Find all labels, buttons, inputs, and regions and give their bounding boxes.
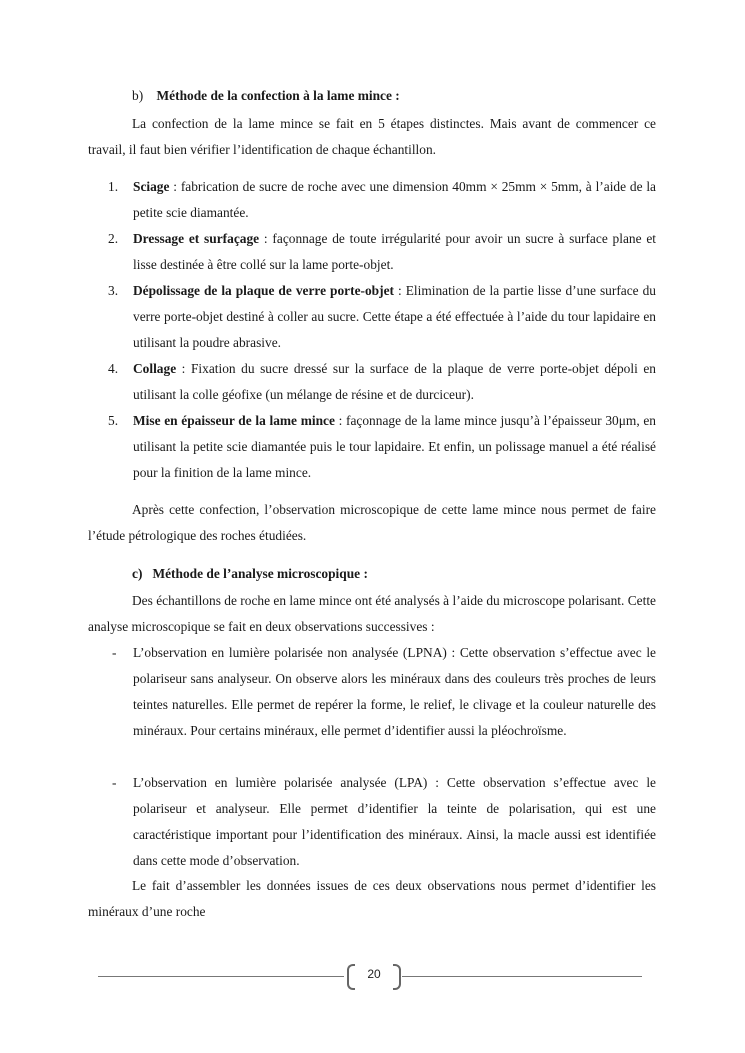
step-body [133, 408, 656, 486]
step-body [133, 356, 656, 408]
step-term: Dressage et surfaçage [133, 231, 260, 246]
section-c-conclusion: Le fait d’assembler les données issues de ces deux observations nous permet d’identifier les minéraux d’une roche [88, 878, 656, 919]
observation-text: L’observation en lumière polarisée non analysée (LPNA) : Cette observation s’effectue avec le polariseur sans analyseur. On observe alors les minéraux dans des couleurs très proches de leurs teintes naturelles. Elle permet de repérer la forme, le relief, le clivage et la couleur naturelle des minéraux. Pour certains minéraux, elle permet d’identifier aussi la pléochroïsme. [133, 645, 656, 738]
step-text: : façonnage de toute irrégularité pour avoir un sucre à surface plane et lisse destinée à être collé sur la lame porte-objet. [133, 231, 657, 272]
footer-rule-right [402, 976, 642, 977]
step-number: 5. [108, 413, 119, 428]
bracket-left-icon [347, 964, 355, 990]
step-text: : Elimination de la partie lisse d’une surface du verre porte-objet destiné à coller au sucre. Cette étape a été effectuée à l’aide du tour lapidaire en utilisant la poudre abrasive. [133, 283, 657, 350]
footer-rule-left [98, 976, 344, 977]
step-term: Dépolissage de la plaque de verre porte-objet [133, 283, 394, 298]
step-number: 3. [108, 283, 119, 298]
page-number: 20 [367, 967, 381, 981]
step-term: Sciage [133, 179, 170, 194]
observation-text: L’observation en lumière polarisée analysée (LPA) : Cette observation s’effectue avec le polariseur et analyseur. Elle permet d’identifier la teinte de polarisation, qui est une caractéristique important pour l’identification des minéraux. Ainsi, la macle aussi est identifiée dans cette mode d’observation. [133, 775, 656, 868]
section-b-heading [132, 88, 400, 104]
section-c-title: Méthode de l’analyse microscopique : [152, 566, 368, 581]
bracket-right-icon [393, 964, 401, 990]
step-body [133, 226, 656, 278]
step-text: : fabrication de sucre de roche avec une dimension 40mm × 25mm × 5mm, à l’aide de la petite scie diamantée. [133, 179, 656, 220]
step-term: Mise en épaisseur de la lame mince [133, 413, 335, 428]
step-number: 1. [108, 179, 119, 194]
page-footer [0, 960, 745, 990]
step-text: : façonnage de la lame mince jusqu’à l’épaisseur 30μm, en utilisant la petite scie diamantée puis le tour lapidaire. Et enfin, un polissage manuel a été réalisé pour la finition de la lame mince. [133, 413, 656, 480]
section-b-marker: b) [132, 88, 144, 103]
step-number: 2. [108, 231, 119, 246]
section-b-title: Méthode de la confection à la lame mince : [156, 88, 400, 103]
bullet-dash: - [112, 645, 117, 660]
section-c-intro: Des échantillons de roche en lame mince ont été analysés à l’aide du microscope polarisant. Cette analyse microscopique se fait en deux observations successives : [88, 593, 656, 634]
section-b-conclusion: Après cette confection, l’observation microscopique de cette lame mince nous permet de faire l’étude pétrologique des roches étudiées. [88, 502, 656, 543]
step-number: 4. [108, 361, 119, 376]
section-b-intro: La confection de la lame mince se fait en 5 étapes distinctes. Mais avant de commencer ce travail, il faut bien vérifier l’identification de chaque échantillon. [88, 116, 656, 157]
step-term: Collage [133, 361, 177, 376]
bullet-dash: - [112, 775, 117, 790]
step-body [133, 174, 656, 226]
section-c-heading [132, 566, 368, 582]
step-text: : Fixation du sucre dressé sur la surface de la plaque de verre porte-objet dépoli en utilisant la colle géofixe (un mélange de résine et de durciceur). [133, 361, 656, 402]
step-body [133, 278, 656, 356]
section-c-marker: c) [132, 566, 143, 581]
